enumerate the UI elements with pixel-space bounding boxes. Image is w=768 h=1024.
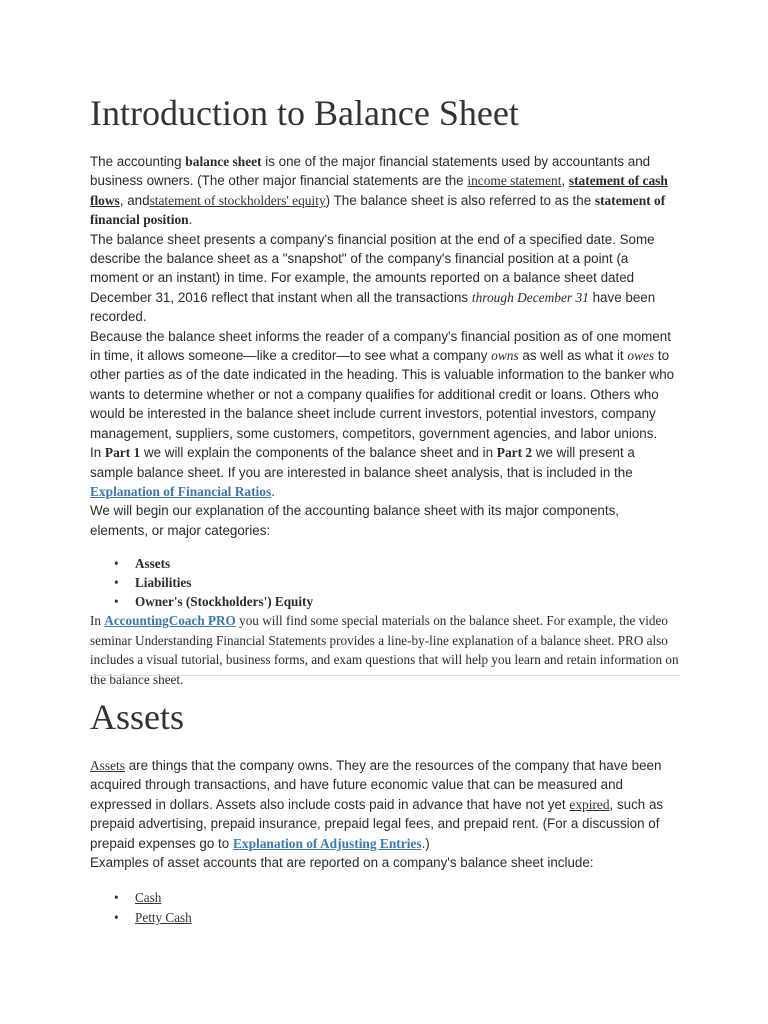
asset-accounts-list (90, 888, 680, 927)
cash-link[interactable]: Cash (135, 890, 162, 906)
italic-text: through December 31 (471, 289, 589, 305)
pro-paragraph (90, 611, 680, 689)
text: Because the balance sheet informs the reader of a company's financial position as of one moment in time, it allows someone—like a creditor—to see what a company (90, 328, 671, 364)
parts-paragraph (90, 443, 680, 501)
text: In (90, 445, 105, 461)
text: ) The balance sheet is also referred to as the (325, 192, 595, 208)
bold-term: statement of financial position (90, 192, 666, 228)
text: The accounting (90, 154, 186, 169)
list-item: • Assets (90, 554, 680, 573)
income-statement-link[interactable]: income statement (467, 173, 562, 189)
intro-paragraph (90, 152, 680, 230)
stockholders-equity-link[interactable]: statement of stockholders' equity (149, 192, 326, 208)
text: have been recorded. (90, 289, 656, 325)
text: we will explain the components of the balance sheet and in (140, 445, 497, 461)
petty-cash-link[interactable]: Petty Cash (135, 909, 192, 925)
text: , such as prepaid advertising, prepaid insurance, prepaid legal fees, and prepaid rent. (For a discussion of prepaid expenses go to (90, 796, 664, 851)
components-paragraph: We will begin our explanation of the accounting balance sheet with its major components, elements, or major categories: (90, 503, 619, 538)
list-item (90, 888, 680, 908)
text: . (188, 212, 193, 228)
text: are things that the company owns. They are the resources of the company that have been acquired through transactions, and have future economic value that can be measured and expressed in dollars. Assets also include costs paid in advance that have not yet (90, 758, 662, 812)
text: .) (421, 835, 430, 851)
intro-section (90, 152, 680, 689)
italic-text: owns (491, 348, 519, 364)
text: to other parties as of the date indicated in the heading. This is valuable information to the banker who wants to determine whether or not a company qualifies for additional credit or loans. Others who would be interested in the balance sheet include current investors, potential investors, company management, suppliers, some customers, competitors, government agencies, and labor unions. (90, 348, 675, 441)
accountingcoach-pro-link[interactable]: AccountingCoach PRO (104, 613, 236, 629)
assets-section (90, 756, 680, 927)
page-title: Introduction to Balance Sheet (90, 93, 519, 133)
text: . (271, 483, 275, 499)
text: , and (119, 192, 150, 208)
section-divider (88, 675, 680, 676)
adjusting-entries-link[interactable]: Explanation of Adjusting Entries (232, 835, 422, 851)
list-item: • Liabilities (90, 573, 680, 592)
list-item: • Owner's (Stockholders') Equity (90, 592, 680, 611)
text: we will present a sample balance sheet. If you are interested in balance sheet analysis, that is included in the (90, 445, 635, 480)
cash-flows-link[interactable]: statement of cash flows (90, 173, 668, 208)
assets-link[interactable]: Assets (90, 758, 125, 773)
creditor-paragraph (90, 327, 680, 443)
italic-text: owes (627, 348, 655, 364)
category-list (90, 554, 680, 611)
text: is one of the major financial statements used by accountants and business owners. (The other major financial statements are the (90, 154, 651, 189)
section-title: Assets (90, 697, 185, 737)
examples-paragraph: Examples of asset accounts that are reported on a company's balance sheet include: (90, 855, 594, 871)
expired-link[interactable]: expired (569, 796, 610, 812)
assets-paragraph (90, 756, 680, 853)
financial-ratios-link[interactable]: Explanation of Financial Ratios (90, 483, 272, 499)
snapshot-paragraph (90, 230, 680, 327)
bold-term: balance sheet (185, 154, 262, 169)
bold-term: Part 2 (496, 445, 533, 461)
text: In (90, 613, 105, 629)
bold-term: Part 1 (104, 445, 141, 461)
text: The balance sheet presents a company's financial position at the end of a specified date. Some describe the balance sheet as a "snapshot" of the company's financial position at a point (a moment or an instant) in time. For example, the amounts reported on a balance sheet dated December 31, 2016 reflect that instant when all the transactions (90, 231, 655, 305)
list-item (90, 908, 680, 928)
text: you will find some special materials on the balance sheet. For example, the video seminar Understanding Financial Statements provides a line-by-line explanation of a balance sheet. PRO also includes a visual tutorial, business forms, and exam questions that will help you learn and retain information on the balance sheet. (90, 613, 679, 687)
text: , (561, 173, 569, 189)
text: as well as what it (518, 348, 628, 364)
